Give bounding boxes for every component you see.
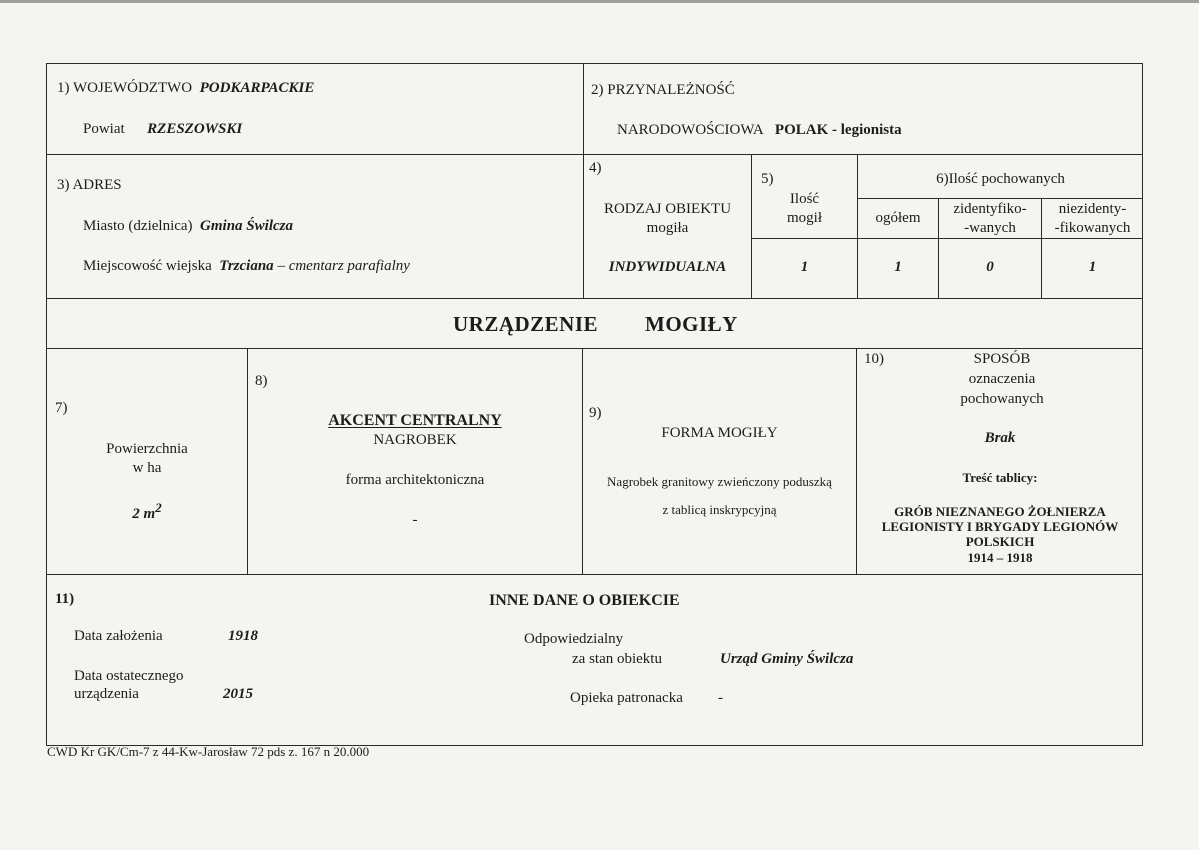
s10-tablet-line2: LEGIONISTY I BRYGADY LEGIONÓW: [881, 519, 1119, 534]
s9-title: FORMA MOGIŁY: [661, 425, 778, 441]
s6-label: 6)Ilość pochowanych: [936, 171, 1065, 187]
rule-row2: [47, 298, 1142, 299]
s3-village: Miejscowość wiejska Trzciana – cmentarz parafialny: [83, 258, 410, 274]
s5-num: 5): [761, 171, 774, 187]
s11-final-label-2: urządzenia: [74, 686, 139, 702]
s8-dash: -: [412, 512, 418, 528]
s2-affiliation-label: 2) PRZYNALEŻNOŚĆ: [591, 82, 735, 98]
s4-type-value: INDYWIDUALNA: [608, 259, 727, 275]
s6-identified-header-2: -wanych: [964, 220, 1016, 236]
s8-sub: NAGROBEK: [373, 432, 457, 448]
s6-unidentified-header-1: niezidenty-: [1058, 201, 1127, 217]
s10-num: 10): [864, 351, 884, 367]
s11-final-label-1: Data ostatecznego: [74, 668, 184, 684]
s6-identified-header-1: zidentyfiko-: [953, 201, 1027, 217]
s11-num: 11): [55, 591, 75, 607]
s10-label3: pochowanych: [960, 391, 1044, 407]
rule-row3: [47, 348, 1142, 349]
rule-row1: [47, 154, 1142, 155]
s7-label2: w ha: [132, 460, 162, 476]
s10-tablet-label: Treść tablicy:: [962, 470, 1038, 485]
form-footer-code: CWD Kr GK/Cm-7 z 44-Kw-Jarosław 72 pds z. 167 n 20.000: [47, 744, 370, 759]
s5-value: 1: [800, 259, 809, 275]
section-title-a: URZĄDZENIE: [453, 312, 599, 336]
s10-label1: SPOSÓB: [973, 351, 1031, 367]
s9-num: 9): [589, 405, 602, 421]
s11-title: INNE DANE O OBIEKCIE: [489, 592, 680, 609]
rule-col-8-9: [582, 348, 583, 574]
s4-type-sublabel: mogiła: [646, 220, 689, 236]
s1-voivodeship: 1) WOJEWÓDZTWO PODKARPACKIE: [57, 80, 315, 96]
s11-responsible-value: Urząd Gminy Świlcza: [720, 651, 854, 667]
s11-patronage-value: -: [718, 690, 723, 706]
s11-founded-value: 1918: [228, 628, 258, 644]
s10-marking-value: Brak: [984, 430, 1016, 446]
rule-col-b: [751, 155, 752, 299]
s6-total-header: ogółem: [875, 210, 921, 226]
s8-num: 8): [255, 373, 268, 389]
s10-tablet-line1: GRÓB NIEZNANEGO ŻOŁNIERZA: [894, 504, 1106, 519]
rule-s6-values: [751, 238, 1143, 239]
s11-patronage-label: Opieka patronacka: [570, 690, 683, 706]
s5-label1: Ilość: [789, 191, 820, 207]
s6-unidentified-header-2: -fikowanych: [1054, 220, 1131, 236]
s6-unidentified-value: 1: [1088, 259, 1097, 275]
scan-top-edge: [0, 0, 1199, 3]
s1-county: Powiat RZESZOWSKI: [83, 121, 243, 137]
s10-label2: oznaczenia: [968, 371, 1036, 387]
grave-record-form: [46, 63, 1143, 746]
s11-responsible-label-2: za stan obiektu: [572, 651, 662, 667]
s3-address-label: 3) ADRES: [57, 177, 122, 193]
s8-form: forma architektoniczna: [345, 472, 485, 488]
s6-total-value: 1: [894, 259, 902, 275]
s9-line2: z tablicą inskrypcyjną: [662, 502, 777, 517]
s4-num: 4): [589, 160, 602, 176]
rule-row4: [47, 574, 1142, 575]
s10-tablet-line4: 1914 – 1918: [967, 550, 1033, 565]
section-title-b: MOGIŁY: [645, 312, 738, 336]
s4-type-label: RODZAJ OBIEKTU: [603, 201, 732, 217]
s5-label2: mogił: [786, 210, 822, 226]
s9-line1: Nagrobek granitowy zwieńczony poduszką: [607, 474, 832, 489]
s3-city: Miasto (dzielnica) Gmina Świlcza: [83, 218, 293, 234]
s10-tablet-line3: POLSKICH: [965, 534, 1035, 549]
s7-label1: Powierzchnia: [106, 441, 188, 457]
s2-nationality: NARODOWOŚCIOWA POLAK - legionista: [617, 122, 902, 138]
rule-s6-head: [857, 198, 1143, 199]
rule-col-7-8: [247, 348, 248, 574]
s7-area-value: 2 $m^2$: [132, 500, 162, 522]
s11-responsible-label-1: Odpowiedzialny: [524, 631, 624, 647]
s8-title: AKCENT CENTRALNY: [328, 412, 502, 429]
s6-identified-value: 0: [986, 259, 994, 275]
s7-num: 7): [55, 400, 68, 416]
s11-founded-label: Data założenia: [74, 628, 163, 644]
s11-final-value: 2015: [223, 686, 253, 702]
